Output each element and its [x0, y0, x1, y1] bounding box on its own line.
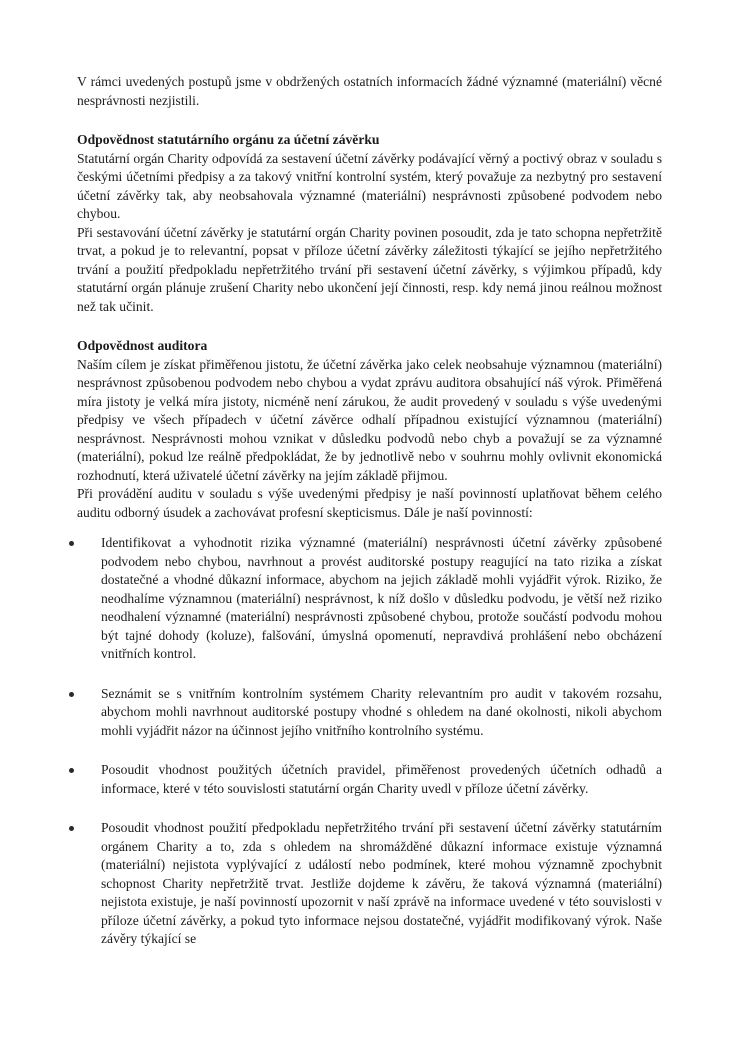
list-item-text: Posoudit vhodnost použitých účetních pravidel, přiměřenost provedených účetních odhadů a informace, které v této souvislosti statutární orgán Charity uvedl v příloze účetní závěrky.	[101, 762, 662, 796]
list-item	[77, 534, 662, 664]
auditor-paragraph-2: Při provádění auditu v souladu s výše uvedenými předpisy je naší povinností uplatňovat během celého auditu odborný úsudek a zachovávat profesní skepticismus. Dále je naší povinností:	[77, 486, 662, 520]
auditor-paragraph-1: Naším cílem je získat přiměřenou jistotu, že účetní závěrka jako celek neobsahuje významnou (materiální) nesprávnost způsobenou podvodem nebo chybou a vydat zprávu auditora obsahující náš výrok. Přiměřená míra jistoty je velká míra jistoty, nicméně není zárukou, že audit provedený v souladu s výše uvedenými předpisy ve všech případech v účetní závěrce odhalí případnou existující významnou (materiální) nesprávnost. Nesprávnosti mohou vznikat v důsledku podvodů nebo chyb a považují se za významné (materiální), pokud lze reálně předpokládat, že by jednotlivě nebo v souhrnu mohly ovlivnit ekonomická rozhodnutí, která uživatelé účetní závěrky na jejím základě přijmou.	[77, 356, 662, 483]
list-item	[77, 819, 662, 949]
intro-paragraph: V rámci uvedených postupů jsme v obdržených ostatních informacích žádné významné (materiální) věcné nesprávnosti nezjistili.	[77, 74, 662, 108]
bullet-icon	[69, 768, 74, 773]
list-item-text: Identifikovat a vyhodnotit rizika významné (materiální) nesprávnosti účetní závěrky způsobené podvodem nebo chybou, navrhnout a provést auditorské postupy reagující na tato rizika a získat dostatečné a vhodné důkazní informace, abychom na jejich základě mohli vyjádřit výrok. Riziko, že neodhalíme významnou (materiální) nesprávnost, k níž došlo v důsledku podvodu, je větší než riziko neodhalení významné (materiální) nesprávnosti způsobené chybou, protože součástí podvodu mohou být tajné dohody (koluze), falšování, úmyslná opomenutí, nepravdivá prohlášení nebo obcházení vnitřních kontrol.	[101, 535, 662, 661]
list-item-text: Seznámit se s vnitřním kontrolním systémem Charity relevantním pro audit v takovém rozsahu, abychom mohli navrhnout auditorské postupy vhodné s ohledem na dané okolnosti, nikoli abychom mohli vyjádřit názor na účinnost jejího vnitřního kontrolního systému.	[101, 685, 662, 738]
section-heading-auditor: Odpovědnost auditora	[77, 338, 208, 353]
list-item	[77, 685, 662, 741]
statutory-body-paragraph-1: Statutární orgán Charity odpovídá za sestavení účetní závěrky podávající věrný a poctivý obraz v souladu s českými účetními předpisy a za takový vnitřní kontrolní systém, který považuje za nezbytný pro sestavení účetní závěrky tak, aby neobsahovala významné (materiální) nesprávnosti způsobené podvodem nebo chybou.	[77, 150, 662, 221]
bullet-icon	[69, 692, 74, 697]
statutory-body-paragraph-2: Při sestavování účetní závěrky je statutární orgán Charity povinen posoudit, zda je tato schopna nepřetržitě trvat, a pokud je to relevantní, popsat v příloze účetní závěrky záležitosti týkající se jejího nepřetržitého trvání a použití předpokladu nepřetržitého trvání při sestavení účetní závěrky, s výjimkou případů, kdy statutární orgán plánuje zrušení Charity nebo ukončení její činnosti, resp. kdy nemá jinou reálnou možnost než tak učinit.	[77, 224, 662, 314]
section-heading-statutory-body: Odpovědnost statutárního orgánu za účetní závěrku	[77, 132, 380, 147]
auditor-duties-list	[77, 534, 662, 949]
bullet-icon	[69, 541, 74, 546]
list-item-text: Posoudit vhodnost použití předpokladu nepřetržitého trvání při sestavení účetní závěrky statutárním orgánem Charity a to, zda s ohledem na shromážděné důkazní informace existuje významná (materiální) nejistota vyplývající z událostí nebo podmínek, které mohou významně zpochybnit schopnost Charity nepřetržitě trvat. Jestliže dojdeme k závěru, že taková významná (materiální) nejistota existuje, je naší povinností upozornit v naší zprávě na informace uvedené v této souvislosti v příloze účetní závěrky, a pokud tyto informace nejsou dostatečné, vyjádřit modifikovaný výrok. Naše závěry týkající se	[101, 820, 662, 946]
list-item	[77, 761, 662, 798]
bullet-icon	[69, 826, 74, 831]
